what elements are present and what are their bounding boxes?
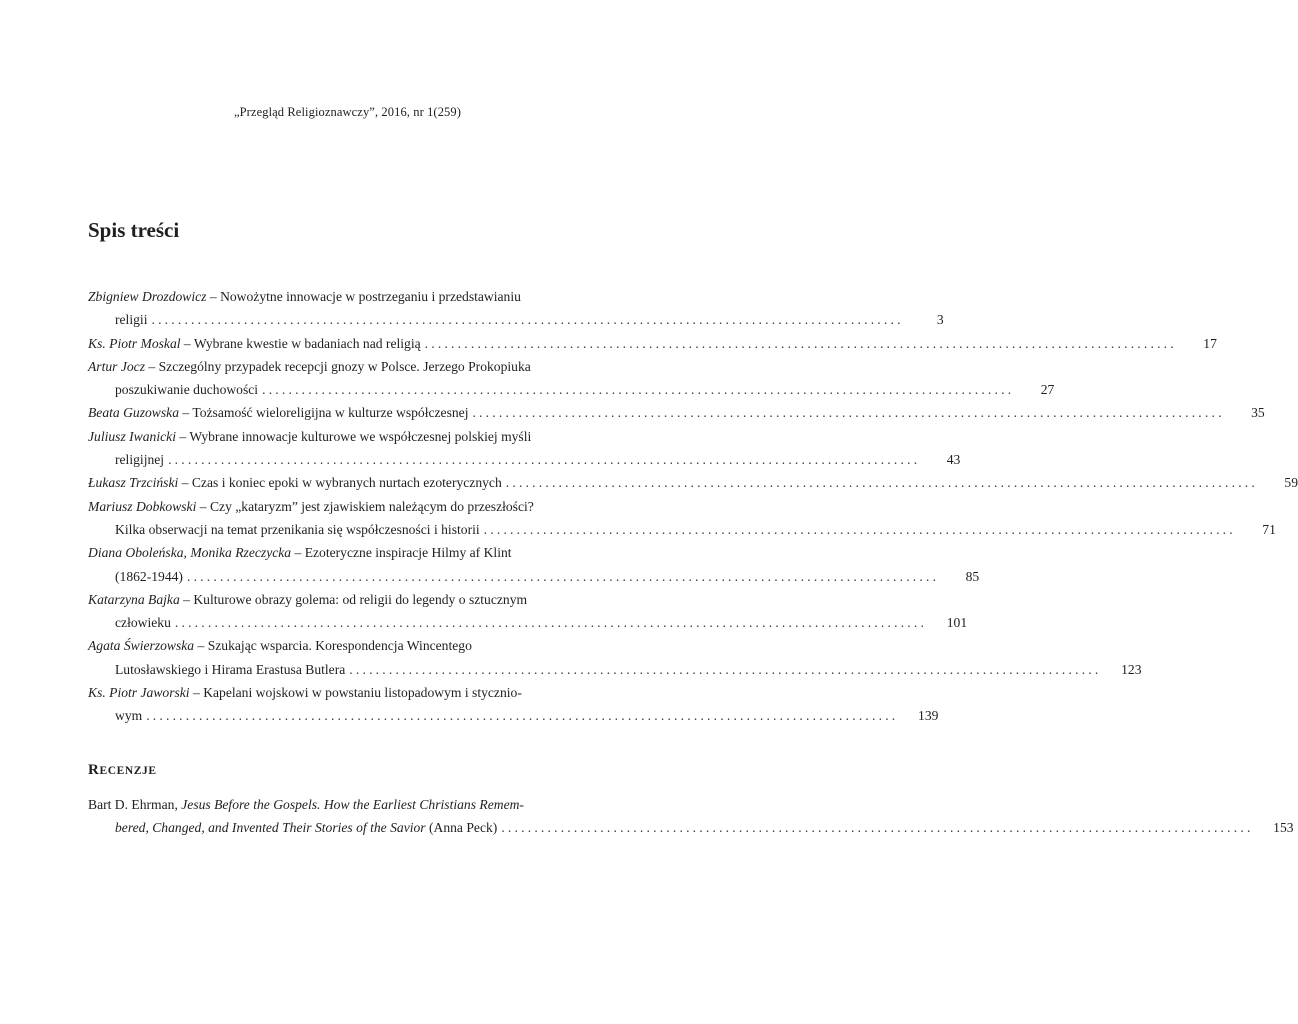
- toc-title-text: – Wybrane innowacje kulturowe we współczesnej polskiej myśli: [179, 428, 532, 444]
- toc-author: Katarzyna Bajka: [88, 591, 180, 607]
- review-entry[interactable]: [88, 793, 1294, 840]
- review-reviewed-author: Bart D. Ehrman,: [88, 797, 182, 812]
- toc-title-text: – Szczególny przypadek recepcji gnozy w Polsce. Jerzego Prokopiuka: [148, 358, 531, 374]
- toc-author: Agata Świerzowska: [88, 638, 195, 654]
- toc-author: Diana Oboleńska, Monika Rzeczycka: [88, 545, 292, 561]
- toc-title-text: – Ezoteryczne inspiracje Hilmy af Klint: [294, 545, 512, 561]
- toc-page-number: 85: [965, 568, 980, 584]
- leader-dots: ..................................................................................................................: [349, 661, 1102, 677]
- review-reviewer: (Anna Peck): [425, 820, 498, 836]
- toc-author: Artur Jocz: [88, 358, 146, 374]
- leader-dots: ..................................................................................................................: [505, 475, 1258, 491]
- toc-entry[interactable]: [88, 588, 968, 635]
- toc-title-text: Lutosławskiego i Hirama Erastusa Butlera: [115, 661, 346, 677]
- leader-dots: ..................................................................................................................: [262, 382, 1015, 398]
- reviews-section-title: [88, 762, 157, 779]
- toc-page-number: 3: [936, 312, 944, 328]
- leader-dots: ..................................................................................................................: [424, 335, 1177, 351]
- toc-title-text: religii: [115, 312, 148, 328]
- toc-title-text: – Czy „kataryzm” jest zjawiskiem należącym do przeszłości?: [199, 498, 534, 514]
- toc-title-text: człowieku: [115, 615, 171, 631]
- leader-dots: ..................................................................................................................: [483, 521, 1236, 537]
- leader-dots: ..................................................................................................................: [174, 615, 928, 631]
- table-of-contents: [88, 285, 1298, 728]
- leader-dots: ..................................................................................................................: [186, 568, 940, 584]
- reviews-title-initial: R: [88, 762, 100, 778]
- toc-entry[interactable]: [88, 401, 1265, 424]
- toc-page-number: 101: [946, 615, 968, 631]
- toc-title-text: religijnej: [115, 452, 165, 468]
- toc-page-number: 59: [1284, 475, 1298, 491]
- leader-dots: ..................................................................................................................: [472, 405, 1225, 421]
- leader-dots: ..................................................................................................................: [151, 312, 904, 328]
- toc-entry[interactable]: [88, 425, 961, 472]
- leader-dots: ..................................................................................................................: [168, 452, 921, 468]
- toc-title-text: wym: [115, 708, 143, 724]
- toc-title-text: poszukiwanie duchowości: [115, 382, 259, 398]
- toc-page-number: 27: [1040, 382, 1055, 398]
- toc-author: Ks. Piotr Moskal: [88, 335, 181, 351]
- leader-dots: ..................................................................................................................: [146, 708, 899, 724]
- toc-title-text: – Wybrane kwestie w badaniach nad religią: [183, 335, 421, 351]
- toc-author: Beata Guzowska: [88, 405, 179, 421]
- toc-title-text: (1862-1944): [115, 568, 183, 584]
- journal-header: „Przegląd Religioznawczy”, 2016, nr 1(259): [233, 105, 462, 119]
- toc-title-text: – Czas i koniec epoki w wybranych nurtach ezoterycznych: [181, 475, 502, 491]
- toc-entry[interactable]: [88, 471, 1298, 494]
- toc-page-number: 35: [1251, 405, 1265, 421]
- toc-page-number: 153: [1273, 820, 1294, 836]
- toc-page-number: 43: [946, 452, 961, 468]
- toc-title-text: Kilka obserwacji na temat przenikania się współczesności i historii: [115, 521, 480, 537]
- toc-author: Zbigniew Drozdowicz: [88, 289, 207, 304]
- toc-entry[interactable]: [88, 495, 1276, 542]
- leader-dots: ..................................................................................................................: [501, 820, 1254, 836]
- toc-entry[interactable]: [88, 681, 939, 728]
- toc-page-number: 139: [918, 708, 939, 724]
- toc-page-number: 17: [1203, 335, 1217, 351]
- toc-entry[interactable]: [88, 634, 1142, 681]
- toc-author: Mariusz Dobkowski: [88, 498, 197, 514]
- toc-title-text: – Tożsamość wieloreligijna w kulturze współczesnej: [182, 405, 469, 421]
- toc-title-text: – Kulturowe obrazy golema: od religii do legendy o sztucznym: [183, 591, 528, 607]
- toc-page-number: 123: [1121, 661, 1142, 677]
- toc-title-text: – Kapelani wojskowi w powstaniu listopadowym i styczniо-: [193, 685, 522, 701]
- review-book-title: Jesus Before the Gospels. How the Earliest Christians Remem-: [181, 797, 524, 812]
- toc-title-text: – Nowożytne innowacje w postrzeganiu i przedstawianiu: [209, 289, 521, 304]
- review-book-title: bered, Changed, and Invented Their Stories of the Savior: [115, 820, 426, 836]
- toc-author: Ks. Piotr Jaworski: [88, 685, 190, 701]
- reviews-title-rest: ECENZJE: [99, 765, 157, 777]
- toc-entry[interactable]: [88, 332, 1217, 355]
- toc-entry[interactable]: [88, 541, 980, 588]
- toc-entry[interactable]: [88, 285, 944, 332]
- toc-author: Juliusz Iwanicki: [88, 428, 176, 444]
- toc-page-number: 71: [1262, 521, 1276, 537]
- toc-author: Łukasz Trzciński: [88, 475, 179, 491]
- toc-title: Spis treści: [88, 218, 180, 242]
- toc-entry[interactable]: [88, 355, 1055, 402]
- toc-title-text: – Szukając wsparcia. Korespondencja Wincentego: [197, 638, 472, 654]
- reviews-list: [88, 793, 1294, 840]
